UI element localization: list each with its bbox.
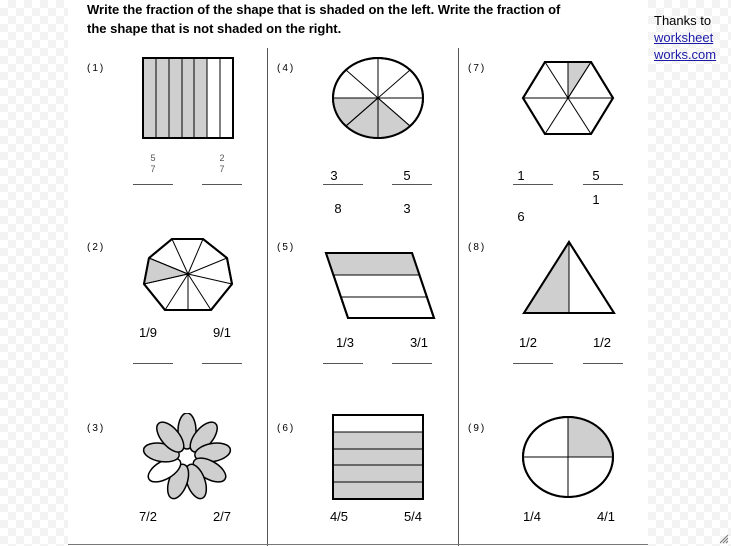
answer-line: [133, 363, 173, 364]
answer-line: [133, 184, 173, 185]
problem-label: (3): [87, 423, 106, 434]
answer-left: 4/5: [329, 509, 349, 524]
answer-right-numerator: 5: [403, 168, 411, 183]
credit-note: [654, 12, 716, 63]
shape-bar-sevenths: [142, 57, 234, 139]
answer-right: 4/1: [596, 509, 616, 524]
answer-right: 2/7: [212, 509, 232, 524]
answer-left: 7/2: [138, 509, 158, 524]
resize-grip-icon[interactable]: [718, 533, 729, 544]
shape-flower: [138, 413, 236, 501]
answer-left-numerator: 3: [330, 168, 338, 183]
answer-right-numerator: 5: [592, 168, 600, 183]
shape-nonagon: [141, 236, 235, 316]
answer-left-numerator: 5: [150, 153, 156, 163]
answer-right: 5/4: [403, 509, 423, 524]
problem-label: (9): [468, 423, 487, 434]
shape-hexagon-sixths: [521, 60, 615, 136]
shape-triangle-halves: [522, 240, 616, 316]
answer-line: [513, 363, 553, 364]
shape-rect-fifths: [332, 414, 424, 500]
worksheetworks-link[interactable]: [654, 29, 716, 46]
answer-right-denominator: 7: [219, 164, 225, 174]
shape-circle-quarters: [521, 415, 615, 499]
answer-left: 1/3: [335, 335, 355, 350]
problem-label: (1): [87, 63, 106, 74]
problem-label: (5): [277, 242, 296, 253]
instructions-text: Write the fraction of the shape that is shaded on the left. Write the fraction of the shape that is not shaded on the right.: [87, 2, 561, 36]
answer-right-numerator: 2: [219, 153, 225, 163]
answer-right: 9/1: [212, 325, 232, 340]
answer-left-denominator: 7: [150, 164, 156, 174]
answer-line: [323, 363, 363, 364]
answer-line: [202, 363, 242, 364]
credit-text: Thanks to: [654, 13, 712, 28]
answer-line: [513, 184, 553, 185]
problem-label: (4): [277, 63, 296, 74]
problem-label: (6): [277, 423, 296, 434]
link-line-1: worksheet: [654, 30, 714, 45]
problem-label: (2): [87, 242, 106, 253]
answer-left: 1/9: [138, 325, 158, 340]
answer-line: [392, 184, 432, 185]
link-line-2: works.com: [654, 47, 717, 62]
problem-label: (8): [468, 242, 487, 253]
answer-left: 1/4: [522, 509, 542, 524]
shape-parallelogram-thirds: [324, 251, 436, 321]
answer-line: [392, 363, 432, 364]
answer-left-numerator: 1: [517, 168, 525, 183]
worksheetworks-link-2[interactable]: [654, 46, 716, 63]
answer-line: [202, 184, 242, 185]
column-divider: [458, 48, 459, 546]
answer-line: [583, 363, 623, 364]
shape-circle-eighths: [331, 56, 425, 140]
answer-left-denominator: 6: [517, 209, 525, 224]
answer-line: [323, 184, 363, 185]
answer-left-denominator: 8: [334, 201, 342, 216]
column-divider: [267, 48, 268, 546]
answer-right: 3/1: [409, 335, 429, 350]
bottom-rule: [68, 544, 648, 545]
answer-right-denominator: 3: [403, 201, 411, 216]
answer-line: [583, 184, 623, 185]
problem-label: (7): [468, 63, 487, 74]
answer-left: 1/2: [518, 335, 538, 350]
answer-right-denominator: 1: [592, 192, 600, 207]
answer-right: 1/2: [592, 335, 612, 350]
